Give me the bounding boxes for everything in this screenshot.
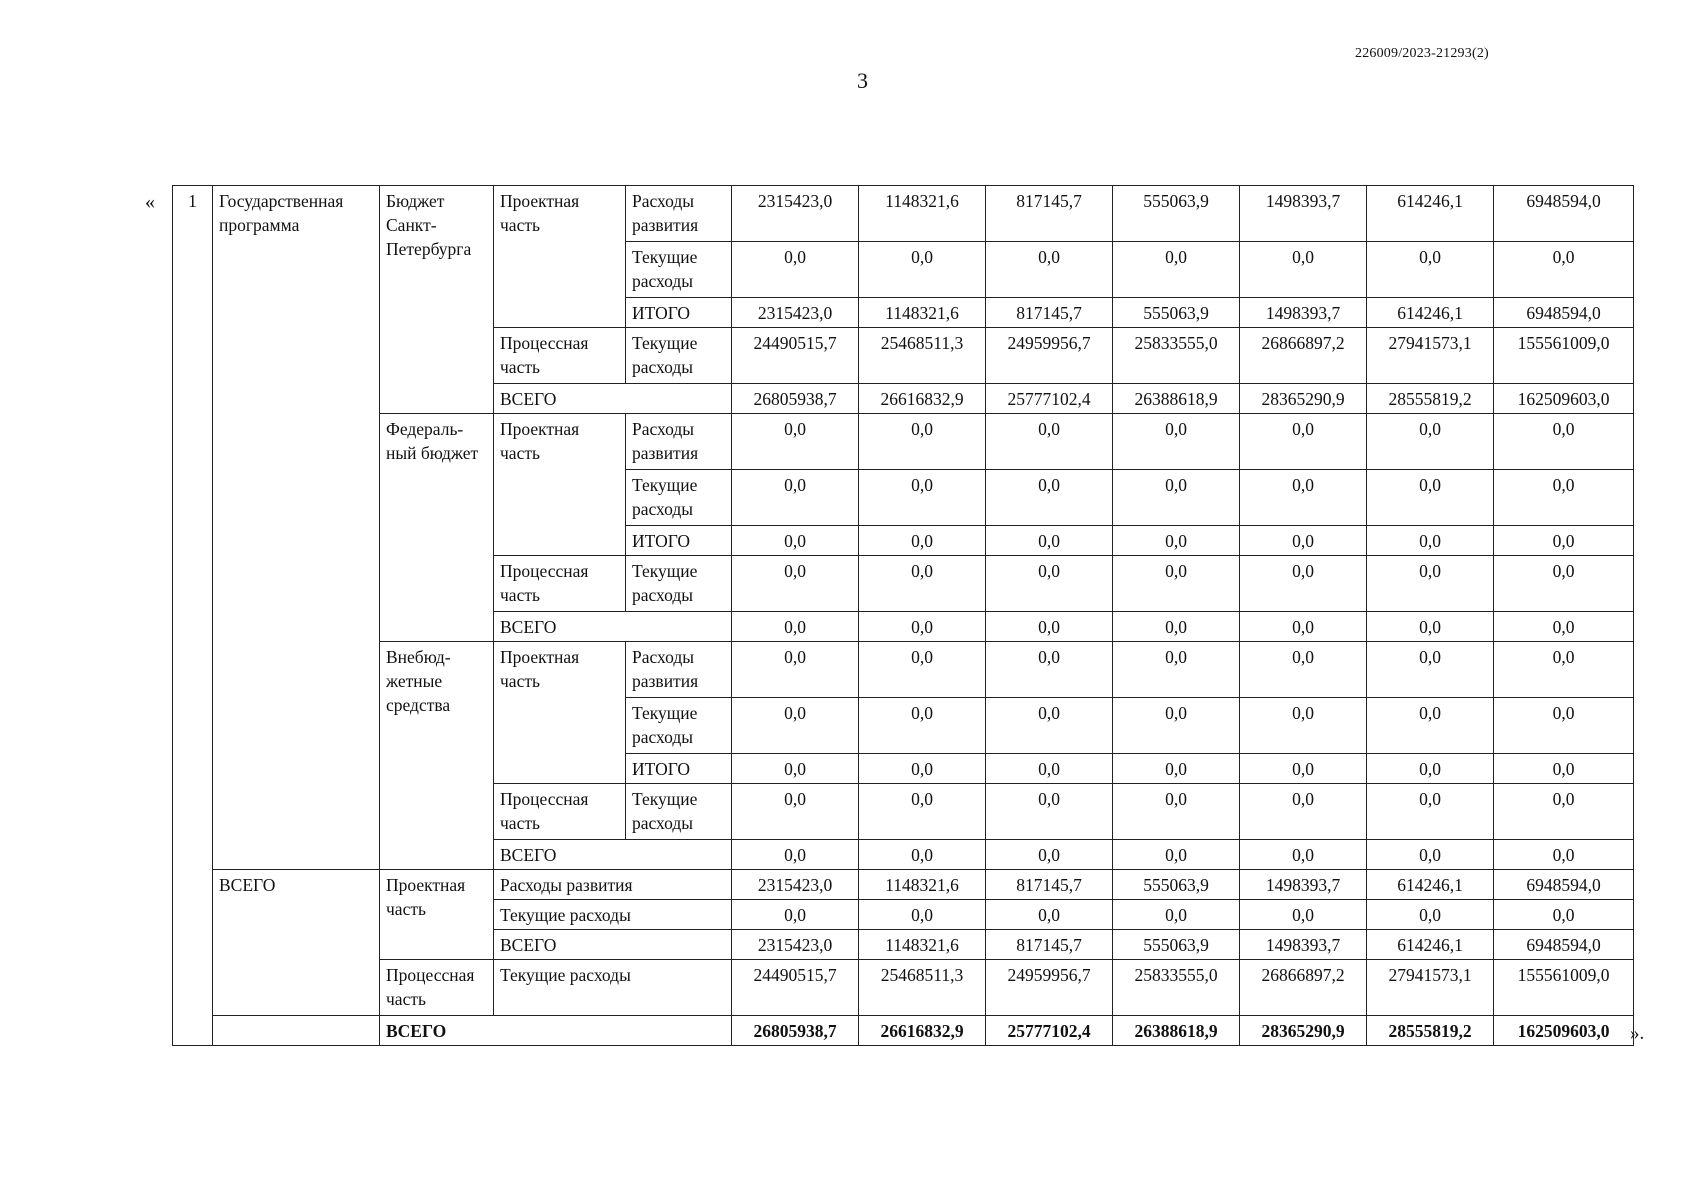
dev-label: Расходы развития bbox=[626, 186, 732, 242]
value-cell: 0,0 bbox=[1494, 612, 1634, 642]
value-cell: 28365290,9 bbox=[1240, 384, 1367, 414]
value-cell: 0,0 bbox=[1367, 642, 1494, 698]
value-cell: 0,0 bbox=[1367, 754, 1494, 784]
project-part-label: Проектная часть bbox=[494, 642, 626, 784]
value-cell: 1148321,6 bbox=[859, 298, 986, 328]
value-cell: 614246,1 bbox=[1367, 930, 1494, 960]
row-number: 1 bbox=[173, 186, 213, 1046]
total-row bbox=[173, 870, 1634, 900]
itogo-label: ИТОГО bbox=[626, 298, 732, 328]
total-current-label: Текущие расходы bbox=[494, 900, 732, 930]
value-cell: 0,0 bbox=[1494, 784, 1634, 840]
value-cell: 26388618,9 bbox=[1113, 384, 1240, 414]
value-cell: 0,0 bbox=[1494, 414, 1634, 470]
value-cell: 0,0 bbox=[1113, 698, 1240, 754]
vsego-label: ВСЕГО bbox=[494, 384, 732, 414]
value-cell: 1148321,6 bbox=[859, 186, 986, 242]
value-cell: 0,0 bbox=[1113, 242, 1240, 298]
current-label: Текущие расходы bbox=[626, 242, 732, 298]
value-cell: 0,0 bbox=[1494, 470, 1634, 526]
value-cell: 0,0 bbox=[1240, 754, 1367, 784]
value-cell: 0,0 bbox=[986, 900, 1113, 930]
value-cell: 26805938,7 bbox=[732, 384, 859, 414]
process-part-label: Процессная часть bbox=[494, 328, 626, 384]
value-cell: 0,0 bbox=[859, 526, 986, 556]
value-cell: 0,0 bbox=[859, 642, 986, 698]
value-cell: 555063,9 bbox=[1113, 298, 1240, 328]
value-cell: 0,0 bbox=[986, 242, 1113, 298]
value-cell: 0,0 bbox=[859, 698, 986, 754]
value-cell: 2315423,0 bbox=[732, 870, 859, 900]
value-cell: 0,0 bbox=[986, 642, 1113, 698]
value-cell: 2315423,0 bbox=[732, 298, 859, 328]
value-cell: 0,0 bbox=[1494, 754, 1634, 784]
value-cell: 25833555,0 bbox=[1113, 960, 1240, 1016]
value-cell: 0,0 bbox=[1367, 840, 1494, 870]
value-cell: 0,0 bbox=[1367, 698, 1494, 754]
value-cell: 28365290,9 bbox=[1240, 1016, 1367, 1046]
value-cell: 0,0 bbox=[986, 698, 1113, 754]
value-cell: 0,0 bbox=[1367, 414, 1494, 470]
value-cell: 0,0 bbox=[732, 242, 859, 298]
current-label: Текущие расходы bbox=[626, 698, 732, 754]
value-cell: 2315423,0 bbox=[732, 930, 859, 960]
value-cell: 0,0 bbox=[1367, 784, 1494, 840]
grand-total-row bbox=[173, 1016, 1634, 1046]
value-cell: 0,0 bbox=[1494, 242, 1634, 298]
value-cell: 0,0 bbox=[986, 526, 1113, 556]
project-part-label: Проектная часть bbox=[494, 186, 626, 328]
program-name: Государственная программа bbox=[213, 186, 380, 870]
value-cell: 0,0 bbox=[1240, 414, 1367, 470]
value-cell: 0,0 bbox=[1494, 900, 1634, 930]
value-cell: 1148321,6 bbox=[859, 930, 986, 960]
totals-label: ВСЕГО bbox=[213, 870, 380, 1016]
value-cell: 26866897,2 bbox=[1240, 960, 1367, 1016]
total-process-part-label: Процессная часть bbox=[380, 960, 494, 1016]
grand-total-label: ВСЕГО bbox=[380, 1016, 732, 1046]
value-cell: 1498393,7 bbox=[1240, 930, 1367, 960]
value-cell: 162509603,0 bbox=[1494, 1016, 1634, 1046]
value-cell: 0,0 bbox=[1367, 900, 1494, 930]
value-cell: 0,0 bbox=[859, 556, 986, 612]
value-cell: 0,0 bbox=[986, 612, 1113, 642]
value-cell: 555063,9 bbox=[1113, 870, 1240, 900]
value-cell: 0,0 bbox=[732, 784, 859, 840]
value-cell: 555063,9 bbox=[1113, 930, 1240, 960]
value-cell: 817145,7 bbox=[986, 870, 1113, 900]
value-cell: 155561009,0 bbox=[1494, 960, 1634, 1016]
value-cell: 0,0 bbox=[1240, 784, 1367, 840]
value-cell: 0,0 bbox=[1240, 470, 1367, 526]
source-name: Федераль-ный бюджет bbox=[380, 414, 494, 642]
value-cell: 0,0 bbox=[1494, 642, 1634, 698]
value-cell: 0,0 bbox=[1367, 556, 1494, 612]
value-cell: 26616832,9 bbox=[859, 1016, 986, 1046]
value-cell: 555063,9 bbox=[1113, 186, 1240, 242]
value-cell: 0,0 bbox=[1240, 612, 1367, 642]
value-cell: 26805938,7 bbox=[732, 1016, 859, 1046]
vsego-label: ВСЕГО bbox=[494, 612, 732, 642]
value-cell: 0,0 bbox=[859, 754, 986, 784]
value-cell: 0,0 bbox=[732, 526, 859, 556]
total-dev-label: Расходы развития bbox=[494, 870, 732, 900]
value-cell: 0,0 bbox=[732, 556, 859, 612]
value-cell: 6948594,0 bbox=[1494, 870, 1634, 900]
budget-table-body bbox=[173, 186, 1634, 1046]
closing-quote: ». bbox=[1630, 1023, 1645, 1044]
value-cell: 0,0 bbox=[1240, 698, 1367, 754]
value-cell: 0,0 bbox=[859, 900, 986, 930]
value-cell: 1148321,6 bbox=[859, 870, 986, 900]
value-cell: 1498393,7 bbox=[1240, 870, 1367, 900]
value-cell: 0,0 bbox=[1494, 840, 1634, 870]
value-cell: 817145,7 bbox=[986, 930, 1113, 960]
total-row bbox=[173, 960, 1634, 1016]
value-cell: 0,0 bbox=[859, 242, 986, 298]
value-cell: 0,0 bbox=[1240, 526, 1367, 556]
value-cell: 0,0 bbox=[1113, 642, 1240, 698]
value-cell: 0,0 bbox=[732, 470, 859, 526]
value-cell: 0,0 bbox=[1494, 698, 1634, 754]
value-cell: 1498393,7 bbox=[1240, 186, 1367, 242]
value-cell: 27941573,1 bbox=[1367, 328, 1494, 384]
source-row bbox=[173, 414, 1634, 470]
value-cell: 0,0 bbox=[732, 698, 859, 754]
project-part-label: Проектная часть bbox=[494, 414, 626, 556]
value-cell: 0,0 bbox=[1367, 526, 1494, 556]
value-cell: 0,0 bbox=[859, 612, 986, 642]
total-project-part-label: Проектная часть bbox=[380, 870, 494, 960]
value-cell: 0,0 bbox=[732, 642, 859, 698]
vsego-label: ВСЕГО bbox=[494, 840, 732, 870]
value-cell: 0,0 bbox=[732, 414, 859, 470]
value-cell: 24959956,7 bbox=[986, 328, 1113, 384]
value-cell: 1498393,7 bbox=[1240, 298, 1367, 328]
value-cell: 27941573,1 bbox=[1367, 960, 1494, 1016]
itogo-label: ИТОГО bbox=[626, 754, 732, 784]
value-cell: 0,0 bbox=[1240, 642, 1367, 698]
current-label: Текущие расходы bbox=[626, 470, 732, 526]
value-cell: 0,0 bbox=[732, 754, 859, 784]
current-label: Текущие расходы bbox=[626, 784, 732, 840]
source-row bbox=[173, 642, 1634, 698]
value-cell: 614246,1 bbox=[1367, 870, 1494, 900]
value-cell: 0,0 bbox=[1113, 556, 1240, 612]
value-cell: 6948594,0 bbox=[1494, 930, 1634, 960]
opening-quote: « bbox=[145, 191, 155, 213]
value-cell: 0,0 bbox=[986, 556, 1113, 612]
value-cell: 0,0 bbox=[1113, 612, 1240, 642]
source-name: Бюджет Санкт-Петербурга bbox=[380, 186, 494, 414]
process-part-label: Процессная часть bbox=[494, 784, 626, 840]
value-cell: 6948594,0 bbox=[1494, 186, 1634, 242]
value-cell: 817145,7 bbox=[986, 298, 1113, 328]
value-cell: 0,0 bbox=[732, 840, 859, 870]
value-cell: 24959956,7 bbox=[986, 960, 1113, 1016]
value-cell: 28555819,2 bbox=[1367, 384, 1494, 414]
value-cell: 0,0 bbox=[1367, 470, 1494, 526]
value-cell: 0,0 bbox=[986, 414, 1113, 470]
value-cell: 26866897,2 bbox=[1240, 328, 1367, 384]
total-current-label: Текущие расходы bbox=[494, 960, 732, 1016]
value-cell: 25777102,4 bbox=[986, 384, 1113, 414]
dev-label: Расходы развития bbox=[626, 642, 732, 698]
page-number: 3 bbox=[857, 68, 868, 93]
value-cell: 0,0 bbox=[1113, 470, 1240, 526]
budget-table bbox=[172, 185, 1634, 1046]
value-cell: 614246,1 bbox=[1367, 298, 1494, 328]
value-cell: 0,0 bbox=[1113, 526, 1240, 556]
value-cell: 25468511,3 bbox=[859, 328, 986, 384]
value-cell: 0,0 bbox=[859, 414, 986, 470]
value-cell: 155561009,0 bbox=[1494, 328, 1634, 384]
value-cell: 0,0 bbox=[859, 784, 986, 840]
value-cell: 0,0 bbox=[1494, 526, 1634, 556]
value-cell: 0,0 bbox=[1240, 840, 1367, 870]
value-cell: 25833555,0 bbox=[1113, 328, 1240, 384]
value-cell: 2315423,0 bbox=[732, 186, 859, 242]
value-cell: 0,0 bbox=[1367, 612, 1494, 642]
value-cell: 0,0 bbox=[1113, 900, 1240, 930]
process-part-label: Процессная часть bbox=[494, 556, 626, 612]
value-cell: 0,0 bbox=[732, 900, 859, 930]
value-cell: 0,0 bbox=[732, 612, 859, 642]
source-name: Внебюд-жетные средства bbox=[380, 642, 494, 870]
value-cell: 24490515,7 bbox=[732, 960, 859, 1016]
blank-cell bbox=[213, 1016, 380, 1046]
value-cell: 26388618,9 bbox=[1113, 1016, 1240, 1046]
itogo-label: ИТОГО bbox=[626, 526, 732, 556]
dev-label: Расходы развития bbox=[626, 414, 732, 470]
value-cell: 0,0 bbox=[859, 470, 986, 526]
value-cell: 0,0 bbox=[1113, 840, 1240, 870]
value-cell: 6948594,0 bbox=[1494, 298, 1634, 328]
value-cell: 817145,7 bbox=[986, 186, 1113, 242]
current-label: Текущие расходы bbox=[626, 556, 732, 612]
value-cell: 26616832,9 bbox=[859, 384, 986, 414]
value-cell: 0,0 bbox=[1113, 414, 1240, 470]
source-row bbox=[173, 186, 1634, 242]
value-cell: 0,0 bbox=[986, 784, 1113, 840]
value-cell: 0,0 bbox=[1367, 242, 1494, 298]
value-cell: 614246,1 bbox=[1367, 186, 1494, 242]
value-cell: 25468511,3 bbox=[859, 960, 986, 1016]
value-cell: 28555819,2 bbox=[1367, 1016, 1494, 1046]
value-cell: 24490515,7 bbox=[732, 328, 859, 384]
total-vsego-label: ВСЕГО bbox=[494, 930, 732, 960]
value-cell: 0,0 bbox=[1240, 900, 1367, 930]
value-cell: 0,0 bbox=[1494, 556, 1634, 612]
value-cell: 0,0 bbox=[986, 754, 1113, 784]
current-label: Текущие расходы bbox=[626, 328, 732, 384]
value-cell: 25777102,4 bbox=[986, 1016, 1113, 1046]
value-cell: 0,0 bbox=[1113, 754, 1240, 784]
document-id: 226009/2023-21293(2) bbox=[1355, 46, 1489, 61]
value-cell: 0,0 bbox=[1240, 242, 1367, 298]
value-cell: 0,0 bbox=[986, 840, 1113, 870]
value-cell: 0,0 bbox=[1240, 556, 1367, 612]
value-cell: 0,0 bbox=[986, 470, 1113, 526]
value-cell: 162509603,0 bbox=[1494, 384, 1634, 414]
value-cell: 0,0 bbox=[1113, 784, 1240, 840]
value-cell: 0,0 bbox=[859, 840, 986, 870]
